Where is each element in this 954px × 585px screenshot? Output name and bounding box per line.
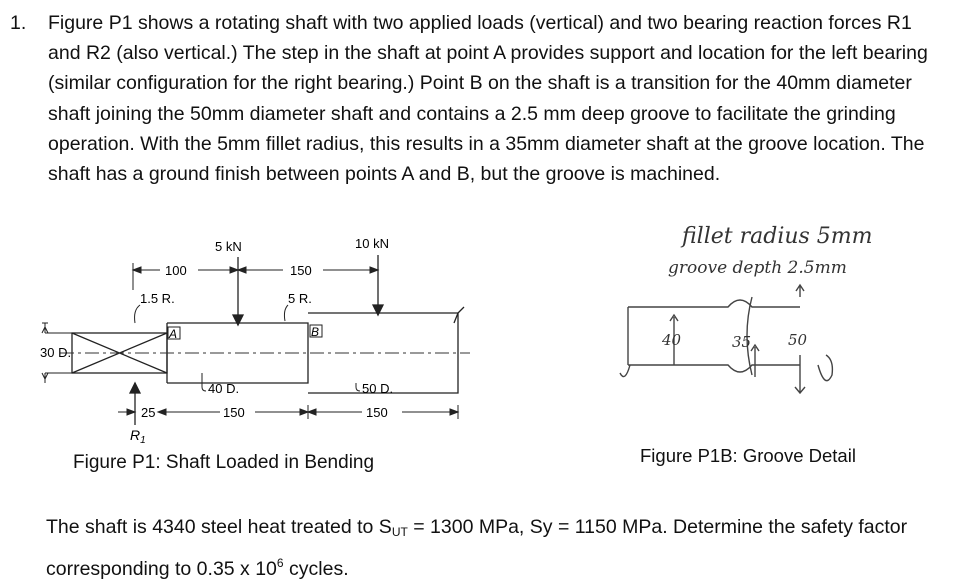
load-5kn-label: 5 kN xyxy=(215,239,242,254)
dim-100-label: 100 xyxy=(165,263,187,278)
reaction-r1-label: $R_1$ xyxy=(130,427,146,446)
problem-number: 1. xyxy=(10,12,27,34)
dim-150-left-label: 150 xyxy=(223,405,245,420)
problem-statement xyxy=(10,8,945,189)
reaction-r1-arrow xyxy=(130,383,140,393)
groove-bottom-outline xyxy=(628,365,800,372)
groove-dia-50-label: 50 xyxy=(788,331,808,349)
figure-p1-caption: Figure P1: Shaft Loaded in Bending xyxy=(73,452,375,473)
groove-dia-35-label: 35 xyxy=(732,333,752,351)
dia-50-label: 50 D. xyxy=(362,381,394,396)
dim-150-right-label: 150 xyxy=(366,405,388,420)
problem-text: Figure P1 shows a rotating shaft with two applied loads (vertical) and two bearing reaction forces R1 and R2 (also vertical.) The step in the shaft at point A provides support and location for the left bearing (similar configuration for the right bearing.) Point B on the shaft is a transition for the 40mm diameter shaft joining the 50mm diameter shaft and contains a 2.5 mm deep groove to facilitate the grinding operation. With the 5mm fillet radius, this results in a 35mm diameter shaft at the groove location. The shaft has a ground finish between points A and B, but the groove is machined. xyxy=(48,12,928,186)
dia-40-label: 40 D. xyxy=(208,381,240,396)
point-a-label: A xyxy=(169,327,178,341)
groove-top-outline xyxy=(628,300,800,307)
radius-b-label: 5 R. xyxy=(288,291,312,306)
figure-p1b-caption: Figure P1B: Groove Detail xyxy=(640,445,856,466)
groove-dia-40-label: 40 xyxy=(662,331,682,349)
point-b-label: B xyxy=(311,325,320,339)
question-text: The shaft is 4340 steel heat treated to $S_{UT} = 1300$ MPa, Sy = 1150 MPa. Determine the safety factor corresponding to 0.35 x $10^6$ cycles. xyxy=(46,516,908,580)
figure-p1b-groove-detail xyxy=(610,215,930,415)
fillet-radius-note: fillet radius 5mm xyxy=(682,224,873,249)
groove-depth-note: groove depth 2.5mm xyxy=(668,258,847,278)
dim-150-top-label: 150 xyxy=(290,263,312,278)
radius-a-label: 1.5 R. xyxy=(140,291,175,306)
dia-30-label: 30 D. xyxy=(40,345,72,360)
dim-25-label: 25 xyxy=(141,405,156,420)
figure-p1-shaft-diagram xyxy=(40,215,480,450)
load-10kn-label: 10 kN xyxy=(355,236,389,251)
